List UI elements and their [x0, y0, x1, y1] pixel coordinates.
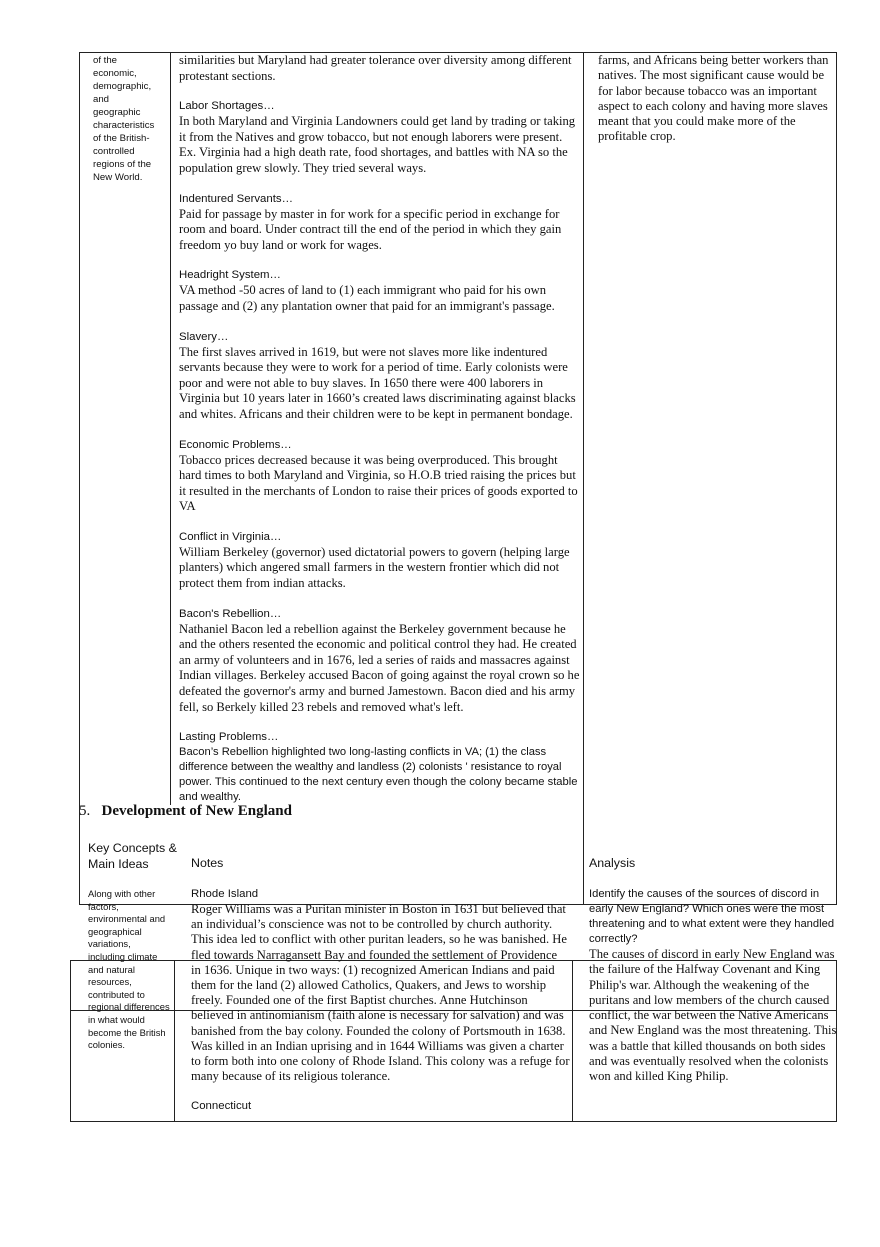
- header-key-line-1: Key Concepts &: [88, 841, 177, 855]
- note-text-slavery: The first slaves arrived in 1619, but were not slaves more like indentured servants because they were to work for a period of time. Early colonists were poor and were not able to buy slaves. In 1650 there were 400 laborers in Virginia but 10 years later in 1660’s created laws discriminating against blacks and whites. Africans and their children were to be kept in permanent bondage.: [179, 344, 576, 421]
- key-concept-tail: [93, 54, 169, 184]
- key-concept-line: geographic: [93, 107, 141, 118]
- analysis-answer: The causes of discord in early New England was the failure of the Halfway Covenant and King Philip's war. Although the weakening of the puritans and low members of the church caused conflict, the war between the Native Americans and New England was the most threatening. This was a battle that killed thousands on both sides and was eventually resolved when the colonists won and killed King Philip.: [589, 947, 837, 1084]
- header-notes: Notes: [191, 856, 224, 870]
- note-heading-lasting: Lasting Problems…: [179, 731, 279, 744]
- key-line: regional differences: [88, 1001, 170, 1013]
- note-text-rhode-island: Roger Williams was a Puritan minister in Boston in 1631 but believed that an individual’s conscience was not to be controlled by church authority. This idea led to conflict with other puritan leaders, so he was banished. He fled towards Narragansett Bay and founded the settlement of Providence in 1636. Unique in two ways: (1) recognized American Indians and paid them for the land (2) allowed Catholics, Quakers, and Jews to worship freely. Founded one of the first Baptist churches. Anne Hutchinson believed in antinomianism (faith alone is necessary for salvation) and was banished from the bay colony. Founded the colony of Portsmouth in 1638. Was killed in an Indian uprising and in 1644 Williams was given a charter to form both into one colony of Rhode Island. This colony was a refuge for many because of its religious tolerance.: [191, 902, 570, 1084]
- col-divider-1: [170, 52, 171, 805]
- key-line: in what would: [88, 1013, 145, 1025]
- col-divider-2: [583, 52, 584, 905]
- note-text-conflict: William Berkeley (governor) used dictatorial powers to govern (helping large planters) which angered small farmers in the western frontier which did not protect them from indian attacks.: [179, 544, 570, 591]
- section5-key-concept: [88, 888, 174, 1052]
- note-text-headright: VA method -50 acres of land to (1) each immigrant who paid for his own passage and (2) any plantation owner that paid for an immigrant's passage.: [179, 283, 555, 313]
- table2-bottom-border: [70, 1121, 837, 1122]
- notes-column: [179, 53, 582, 805]
- table2-col-divider-1: [174, 960, 175, 1122]
- key-line: factors,: [88, 900, 119, 912]
- notes-intro: similarities but Maryland had greater tolerance over diversity among different protestant sections.: [179, 53, 572, 83]
- analysis-text: farms, and Africans being better workers than natives. The most significant cause would be for labor because tobacco was an important aspect to each colony and having more slaves meant that you could make more of the profitable crop.: [598, 53, 829, 144]
- key-line: become the British: [88, 1026, 166, 1038]
- key-concept-line: economic,: [93, 68, 137, 79]
- table2-col-divider-2: [572, 960, 573, 1122]
- note-heading-headright: Headright System…: [179, 269, 281, 282]
- key-concept-line: of the: [93, 55, 118, 66]
- note-heading-indentured: Indentured Servants…: [179, 192, 293, 205]
- note-heading-conflict: Conflict in Virginia…: [179, 530, 282, 543]
- key-line: contributed to: [88, 988, 145, 1000]
- section-number: 5.: [79, 803, 91, 819]
- key-line: resources,: [88, 976, 132, 988]
- key-concept-line: New World.: [93, 172, 143, 183]
- key-line: including climate: [88, 950, 158, 962]
- key-line: environmental and: [88, 913, 166, 925]
- header-key-line-2: Main Ideas: [88, 857, 149, 871]
- key-line: and natural: [88, 963, 135, 975]
- key-line: variations,: [88, 938, 131, 950]
- note-text-labor: In both Maryland and Virginia Landowners could get land by trading or taking it from the Natives and grow tobacco, but not enough laborers were present. Ex. Virginia had a high death rate, food shortages, and battles with NA so the population grew slowly. They tried several ways.: [179, 114, 576, 175]
- note-heading-economic: Economic Problems…: [179, 438, 292, 451]
- note-text-bacon: Nathaniel Bacon led a rebellion against the Berkeley government because he and the others resented the economic and political control they had. He created an army of volunteers and in 1676, led a series of raids and massacres against Indian villages. Berkeley accused Bacon of going against the royal crown so he defeated the governor's army and burned Jamestown. Bacon died and his army fell, so Berkely killed 23 rebels and removed what's left.: [179, 621, 580, 714]
- key-concept-line: demographic,: [93, 81, 152, 92]
- note-text-lasting: Bacon’s Rebellion highlighted two long-lasting conflicts in VA; (1) the class difference between the wealthy and landless (2) colonists ' resistance to royal power. This continued to the next century even though the colony became stable and wealthy.: [179, 746, 578, 804]
- section-heading: [79, 803, 292, 820]
- section-title: Development of New England: [101, 803, 292, 819]
- key-line: geographical: [88, 925, 142, 937]
- note-heading-labor: Labor Shortages…: [179, 100, 275, 113]
- note-heading-bacon: Bacon's Rebellion…: [179, 607, 282, 620]
- key-line: colonies.: [88, 1039, 126, 1051]
- key-concept-line: and: [93, 94, 110, 105]
- note-heading-slavery: Slavery…: [179, 330, 229, 343]
- key-line: Along with other: [88, 888, 156, 899]
- note-text-indentured: Paid for passage by master in for work for a specific period in exchange for room and board. Under contract till the end of the period in which they gain freedom yo buy land or work for wages.: [179, 206, 562, 252]
- section5-notes: [191, 887, 570, 1114]
- section5-analysis: [589, 887, 837, 1085]
- key-concept-line: of the British-: [93, 133, 150, 144]
- note-heading-connecticut: Connecticut: [191, 1100, 252, 1113]
- header-analysis: Analysis: [589, 856, 636, 870]
- header-key-concepts: [88, 840, 177, 872]
- note-text-economic: Tobacco prices decreased because it was being overproduced. This brought hard times to both Maryland and Virginia, so H.O.B tried raising the prices but it resulted in the merchants of London to raise their prices of goods exported to VA: [179, 452, 578, 514]
- analysis-question: Identify the causes of the sources of discord in early New England? Which ones were the most threatening and to what extent were they handled correctly?: [589, 888, 835, 945]
- key-concept-line: regions of the: [93, 159, 152, 170]
- key-concept-line: controlled: [93, 146, 135, 157]
- key-concept-line: characteristics: [93, 120, 155, 131]
- table-right-border: [836, 52, 837, 905]
- table-left-border: [79, 52, 80, 905]
- note-heading-rhode-island: Rhode Island: [191, 888, 259, 900]
- table2-left-border: [70, 960, 71, 1122]
